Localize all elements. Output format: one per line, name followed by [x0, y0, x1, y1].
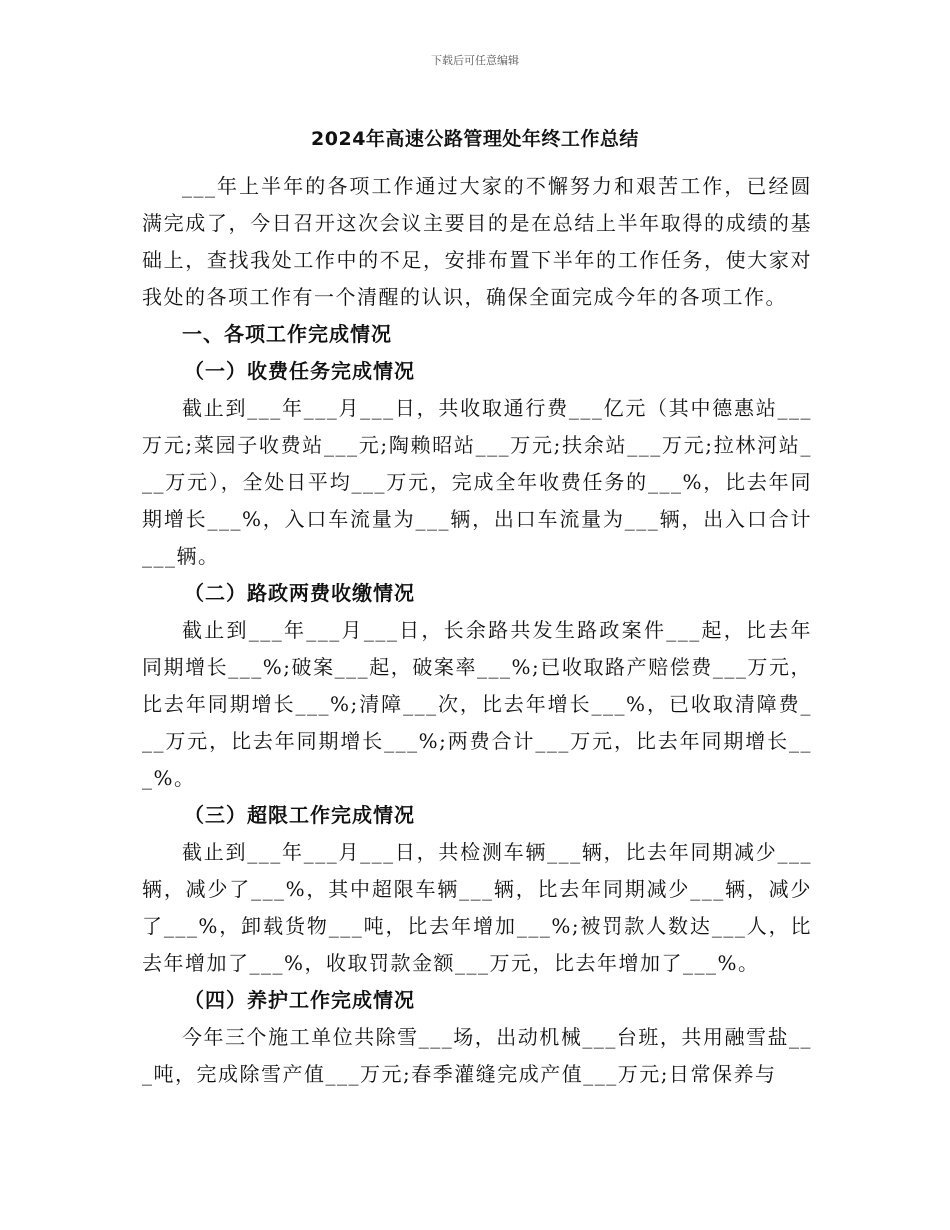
document-title: 2024年高速公路管理处年终工作总结 — [311, 128, 639, 150]
toll-paragraph: 截止到___年___月___日，共收取通行费___亿元（其中德惠站___万元;菜园子收费站___元;陶赖昭站___万元;扶余站___万元;拉林河站___万元），全处日平均___万元，完成全年收费任务的___%，比去年同期增长___%，入口车流量为___辆，出口车流量为___辆，出入口合计___辆。 — [142, 396, 812, 568]
section-heading-work-status: 一、各项工作完成情况 — [182, 322, 392, 346]
intro-paragraph: ___年上半年的各项工作通过大家的不懈努力和艰苦工作，已经圆满完成了，今日召开这次会议主要目的是在总结上半年取得的成绩的基础上，查找我处工作中的不足，安排布置下半年的工作任务，使大家对我处的各项工作有一个清醒的认识，确保全面完成今年的各项工作。 — [142, 174, 812, 309]
subsection-heading-toll: （一）收费任务完成情况 — [184, 359, 415, 383]
document-body — [142, 168, 812, 1093]
subsection-heading-overload: （三）超限工作完成情况 — [184, 803, 415, 827]
overload-paragraph: 截止到___年___月___日，共检测车辆___辆，比去年同期减少___辆，减少了___%，其中超限车辆___辆，比去年同期减少___辆，减少了___%，卸载货物___吨，比去年增加___%;被罚款人数达___人，比去年增加了___%，收取罚款金额___万元，比去年增加了___%。 — [142, 840, 812, 975]
subsection-heading-maintenance: （四）养护工作完成情况 — [184, 988, 415, 1012]
subsection-heading-road-admin: （二）路政两费收缴情况 — [184, 581, 415, 605]
road-admin-paragraph: 截止到___年___月___日，长余路共发生路政案件___起，比去年同期增长___%;破案___起，破案率___%;已收取路产赔偿费___万元，比去年同期增长___%;清障___次，比去年增长___%，已收取清障费___万元，比去年同期增长___%;两费合计___万元，比去年同期增长___%。 — [142, 618, 812, 790]
maintenance-paragraph: 今年三个施工单位共除雪___场，出动机械___台班，共用融雪盐___吨，完成除雪产值___万元;春季灌缝完成产值___万元;日常保养与 — [142, 1025, 812, 1086]
page-header-note: 下载后可任意编辑 — [431, 54, 519, 67]
